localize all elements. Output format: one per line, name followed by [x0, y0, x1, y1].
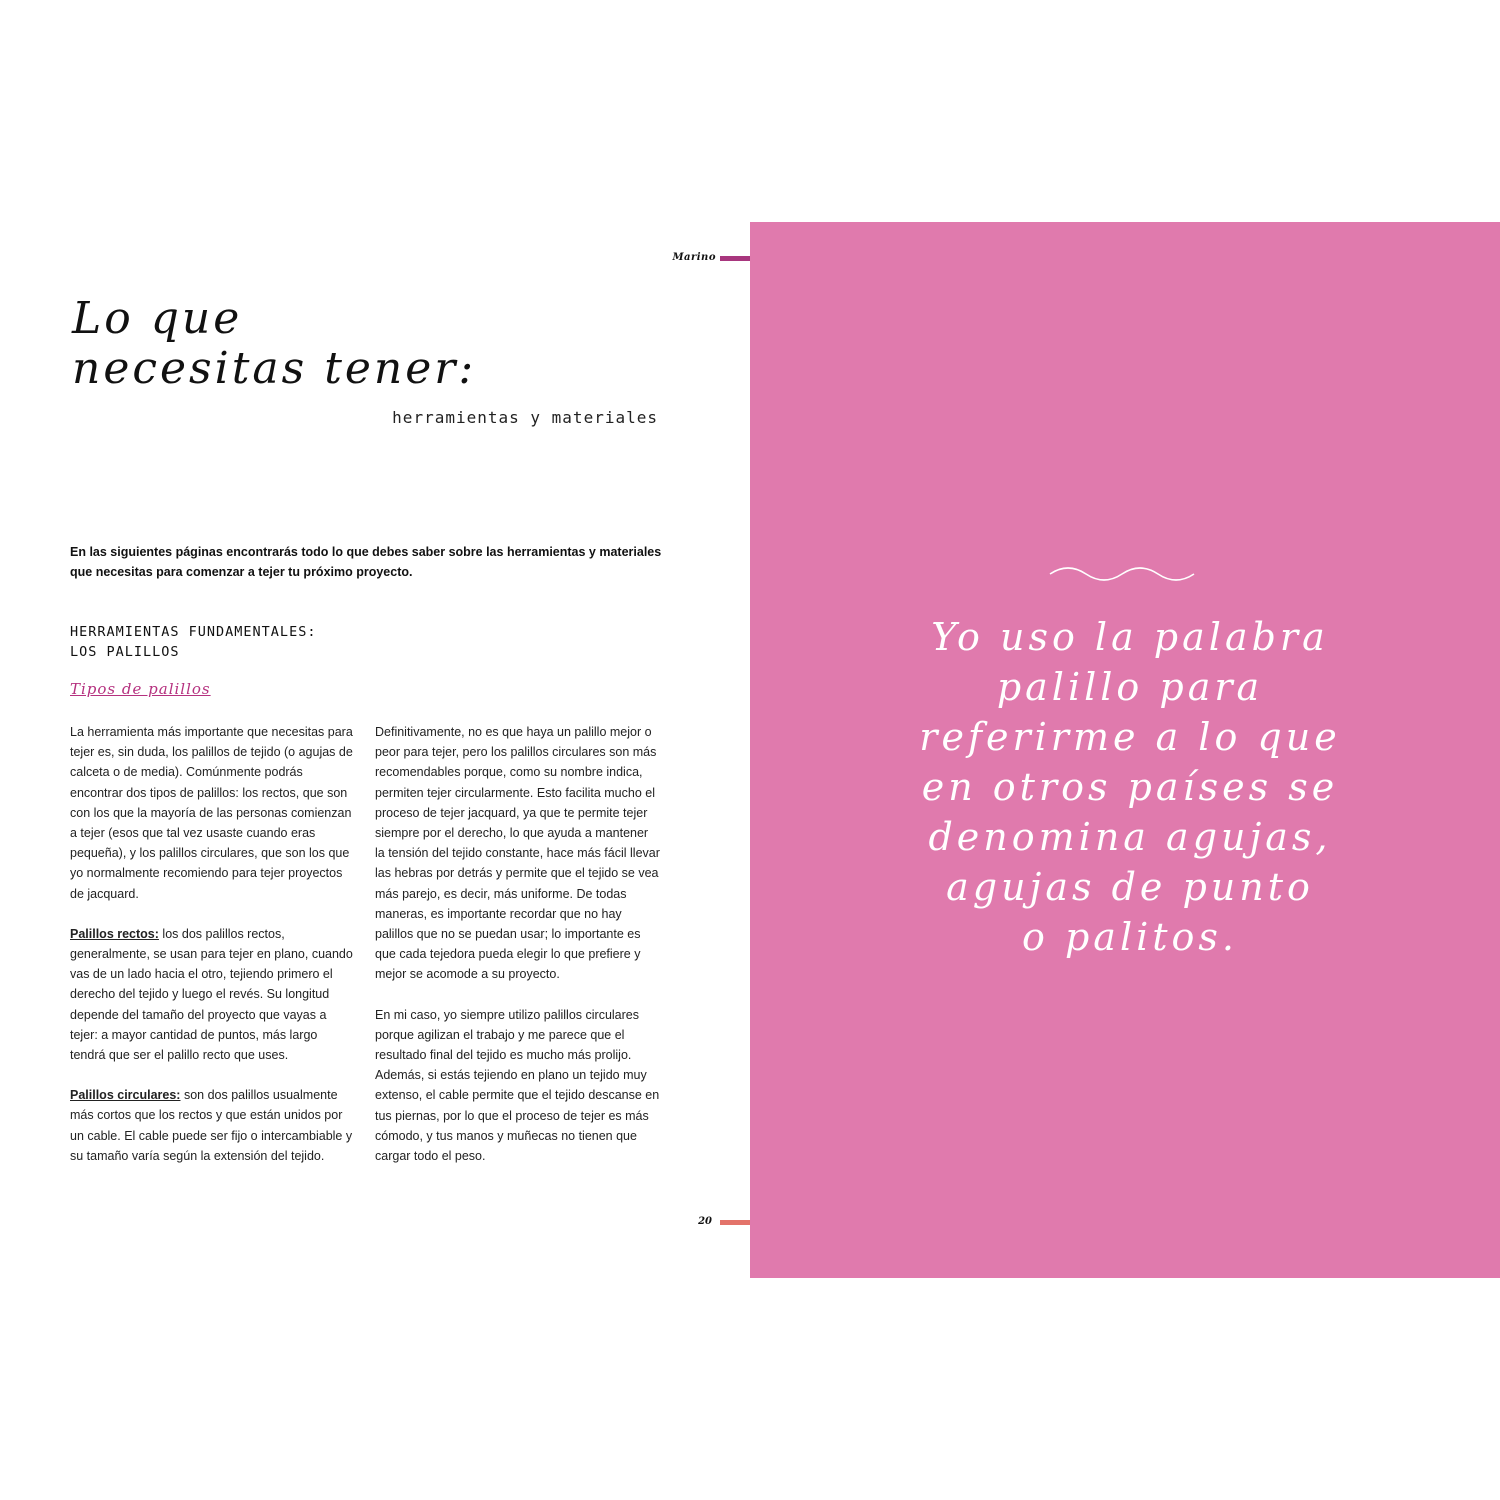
- paragraph: La herramienta más importante que necesitas para tejer es, sin duda, los palillos de tejido (o agujas de calceta o de media). Comúnmente podrás encontrar dos tipos de palillos: los rectos, que son con los que la mayoría de las personas comienzan a tejer (esos que tal vez usaste cuando eras pequeña), y los palillos circulares, que son los que yo normalmente recomiendo para tejer proyectos de jacquard.: [70, 725, 353, 901]
- paragraph: [70, 1085, 356, 1166]
- sub-heading: Tipos de palillos: [70, 680, 211, 698]
- section-heading-line-1: HERRAMIENTAS FUNDAMENTALES:: [70, 624, 317, 640]
- quote-line: palillo para: [996, 665, 1264, 709]
- left-page: [0, 222, 750, 1278]
- paragraph-body: los dos palillos rectos, generalmente, se usan para tejer en plano, cuando vas de un lado hacia el otro, tejiendo primero el derecho del tejido y luego el revés. Su longitud depende del tamaño del proyecto que vayas a tejer: a mayor cantidad de puntos, más largo tendrá que ser el palillo recto que uses.: [70, 926, 353, 1063]
- paragraph: [70, 924, 356, 1065]
- quote-line: en otros países se: [921, 765, 1339, 809]
- page-title: [72, 294, 476, 394]
- paragraph: Definitivamente, no es que haya un palillo mejor o peor para tejer, pero los palillos circulares son más recomendables porque, como su nombre indica, permiten tejer circularmente. Esto facilita mucho el proceso de tejer jacquard, ya que te permite tejer siempre por el derecho, lo que ayuda a mantener la tensión del tejido constante, hace más fácil llevar las hebras por detrás y permite que el tejido se vea más parejo, es decir, más uniforme. De todas maneras, es importante recordar que no hay palillos que no se puedan usar; lo importante es que cada tejedora pueda elegir lo que prefiere y mejor se acomode a su proyecto.: [375, 725, 660, 982]
- text-column-1: [70, 722, 356, 1186]
- running-head-bar: [720, 256, 750, 261]
- title-line-1: Lo que: [72, 293, 243, 344]
- quote-line: o palitos.: [1022, 915, 1238, 959]
- page-subtitle: herramientas y materiales: [392, 408, 658, 427]
- page-number-bar: [720, 1220, 750, 1225]
- section-heading-line-2: LOS PALILLOS: [70, 644, 180, 660]
- paragraph-body: son dos palillos usualmente más cortos que los rectos y que están unidos por un cable. El cable puede ser fijo o intercambiable y su tamaño varía según la extensión del tejido.: [70, 1088, 353, 1163]
- page-number: 20: [698, 1216, 712, 1227]
- running-head: Marino: [672, 252, 716, 263]
- section-heading: [70, 622, 316, 662]
- quote-line: denomina agujas,: [928, 815, 1332, 859]
- right-page: [750, 222, 1500, 1278]
- quote-line: referirme a lo que: [919, 715, 1341, 759]
- intro-paragraph: En las siguientes páginas encontrarás todo lo que debes saber sobre las herramientas y materiales que necesitas para comenzar a tejer tu próximo proyecto.: [70, 545, 662, 579]
- quote-line: agujas de punto: [946, 865, 1314, 909]
- quote-line: Yo uso la palabra: [931, 615, 1329, 659]
- wave-ornament-icon: [1048, 564, 1198, 584]
- term-palillos-circulares: Palillos circulares:: [70, 1088, 181, 1103]
- pull-quote: [810, 612, 1450, 962]
- text-column-2: [375, 722, 661, 1186]
- term-palillos-rectos: Palillos rectos:: [70, 926, 159, 941]
- title-line-2: necesitas tener:: [72, 343, 477, 394]
- paragraph: En mi caso, yo siempre utilizo palillos circulares porque agilizan el trabajo y me parece que el resultado final del tejido es mucho más prolijo. Además, si estás tejiendo en plano un tejido muy extenso, el cable permite que el tejido descanse en tus piernas, por lo que el proceso de tejer es más cómodo, y tus manos y muñecas no tienen que cargar todo el peso.: [375, 1007, 660, 1164]
